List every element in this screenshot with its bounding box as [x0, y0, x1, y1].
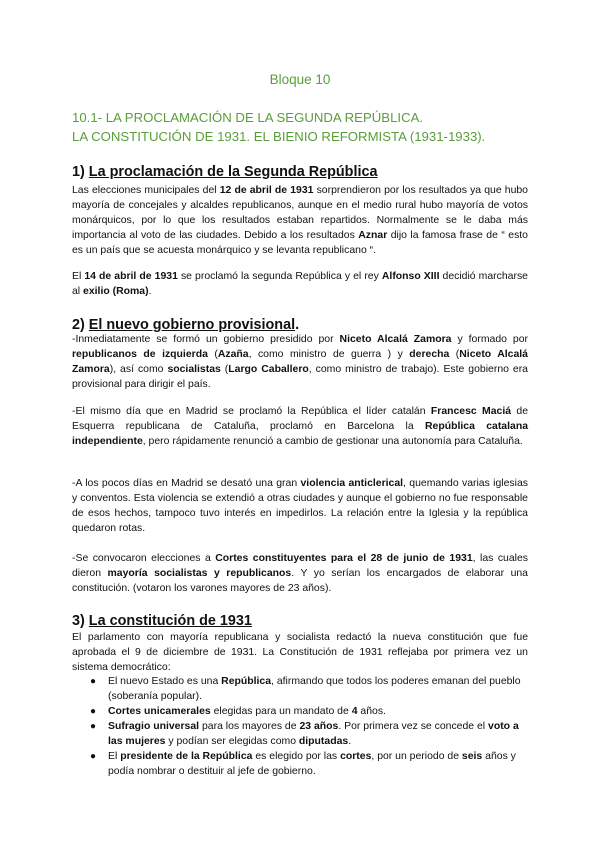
section-3-title: La constitución de 1931 [88, 613, 252, 629]
list-item: ● El presidente de la República es elegido por las cortes, por un periodo de seis años y podía nombrar o destituir al jefe de gobierno. [90, 751, 516, 777]
section-3-paragraph-1: El parlamento con mayoría republicana y socialista redactó la nueva constitución que fue aprobada el 9 de diciembre de 1931. La Constitución de 1931 reflejaba por primera vez un sistema democrático: [72, 632, 528, 673]
section-2-heading: 2) El nuevo gobierno provisional. [72, 317, 300, 333]
bullet-icon: ● [90, 751, 97, 762]
list-item: ● Cortes unicamerales elegidas para un mandato de 4 años. [90, 706, 386, 717]
section-2-paragraph-2: -El mismo día que en Madrid se proclamó la República el líder catalán Francesc Maciá de Esquerra republicana de Cataluña, proclamó en Barcelona la República catalana independiente, pero rápidamente renunció a cambio de gestionar una autonomía para Cataluña. [72, 406, 529, 447]
document-title [72, 108, 552, 146]
section-1-paragraph-2: El 14 de abril de 1931 se proclamó la segunda República y el rey Alfonso XIII decidió marcharse al exilio (Roma). [72, 271, 528, 297]
title-line-1: 10.1- LA PROCLAMACIÓN DE LA SEGUNDA REPÚBLICA. [72, 110, 424, 125]
section-2-paragraph-3: -A los pocos días en Madrid se desató una gran violencia anticlerical, quemando varias iglesias y conventos. Esta violencia se extendió a otras ciudades y aunque el gobierno no fue responsable de esos hechos, tampoco tuvo interés en impedirlos. La relación entre la Iglesia y la república quedaron rotas. [72, 478, 528, 534]
bullet-icon: ● [90, 706, 97, 717]
bullet-icon: ● [90, 721, 97, 732]
section-1-title: La proclamación de la Segunda República [88, 164, 378, 180]
section-3-heading [72, 612, 252, 630]
section-1-number: 1) [72, 164, 85, 180]
section-1-paragraph-1: Las elecciones municipales del 12 de abril de 1931 sorprendieron por los resultados ya que hubo mayoría de concejales y alcaldes republicanos, aunque en el medio rural hubo mayoría de votos monárquicos, por lo que los resultados estaban repartidos. Normalmente se le daba más importancia al voto de las ciudades. Debido a los resultados Aznar dijo la famosa frase de “ esto es un país que se acuesta monárquico y se levanta republicano “. [72, 185, 528, 256]
list-item: ● Sufragio universal para los mayores de 23 años. Por primera vez se concede el voto a las mujeres y podían ser elegidas como diputadas. [90, 721, 519, 747]
section-2-number: 2) [72, 317, 85, 333]
bullet-icon: ● [90, 676, 97, 687]
title-line-2: LA CONSTITUCIÓN DE 1931. EL BIENIO REFORMISTA (1931-1933). [72, 129, 486, 144]
section-2-title: El nuevo gobierno provisional [88, 317, 296, 333]
constitution-list [72, 674, 528, 779]
block-label: Bloque 10 [269, 72, 331, 87]
section-2-paragraph-4: -Se convocaron elecciones a Cortes constituyentes para el 28 de junio de 1931, las cuales dieron mayoría socialistas y republicanos. Y yo serían los encargados de elaborar una constitución. (votaron los varones mayores de 23 años). [72, 553, 528, 594]
section-2-paragraph-1: -Inmediatamente se formó un gobierno presidido por Niceto Alcalá Zamora y formado por republicanos de izquierda (Azaña, como ministro de guerra ) y derecha (Niceto Alcalá Zamora), así como socialistas (Largo Caballero, como ministro de trabajo). Este gobierno era provisional para dirigir el país. [72, 334, 528, 390]
section-1-heading [72, 163, 377, 181]
list-item: ● El nuevo Estado es una República, afirmando que todos los poderes emanan del pueblo (soberanía popular). [90, 676, 521, 702]
section-3-number: 3) [72, 613, 85, 629]
